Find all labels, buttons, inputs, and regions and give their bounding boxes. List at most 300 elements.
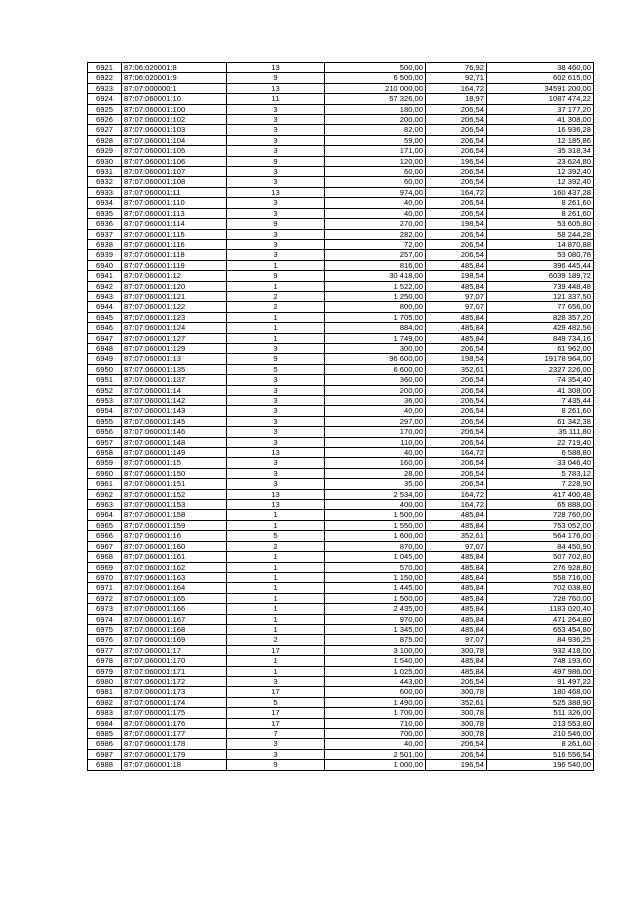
cadastral-number-cell: 87:07:060001:102: [122, 115, 227, 125]
table-row: [88, 312, 594, 322]
group-code-cell: 3: [227, 749, 325, 759]
row-number-cell: 6988: [88, 760, 122, 770]
area-cell: 1 500,00: [325, 593, 426, 603]
group-code-cell: 3: [227, 229, 325, 239]
rate-cell: 206,54: [426, 739, 487, 749]
cadastral-value-cell: 471 264,80: [487, 614, 594, 624]
row-number-cell: 6949: [88, 354, 122, 364]
table-row: [88, 604, 594, 614]
cadastral-value-cell: 653 454,80: [487, 624, 594, 634]
row-number-cell: 6983: [88, 708, 122, 718]
cadastral-value-cell: 828 357,20: [487, 312, 594, 322]
rate-cell: 206,54: [426, 676, 487, 686]
cadastral-value-cell: 429 482,56: [487, 323, 594, 333]
cadastral-number-cell: 87:07:060001:110: [122, 198, 227, 208]
group-code-cell: 17: [227, 708, 325, 718]
cadastral-number-cell: 87:07:060001:150: [122, 468, 227, 478]
group-code-cell: 17: [227, 687, 325, 697]
area-cell: 120,00: [325, 156, 426, 166]
cadastral-number-cell: 87:07:000000:1: [122, 83, 227, 93]
cadastral-number-cell: 87:07:060001:163: [122, 572, 227, 582]
cadastral-value-cell: 558 716,00: [487, 572, 594, 582]
row-number-cell: 6968: [88, 552, 122, 562]
rate-cell: 206,54: [426, 458, 487, 468]
row-number-cell: 6974: [88, 614, 122, 624]
cadastral-number-cell: 87:07:060001:148: [122, 437, 227, 447]
table-row: [88, 510, 594, 520]
area-cell: 257,00: [325, 250, 426, 260]
rate-cell: 97,07: [426, 291, 487, 301]
row-number-cell: 6954: [88, 406, 122, 416]
cadastral-number-cell: 87:07:060001:179: [122, 749, 227, 759]
area-cell: 200,00: [325, 385, 426, 395]
cadastral-value-table: [87, 62, 594, 771]
rate-cell: 352,61: [426, 531, 487, 541]
cadastral-number-cell: 87:07:060001:127: [122, 333, 227, 343]
group-code-cell: 3: [227, 167, 325, 177]
cadastral-number-cell: 87:07:060001:129: [122, 343, 227, 353]
table-row: [88, 479, 594, 489]
group-code-cell: 13: [227, 500, 325, 510]
table-row: [88, 135, 594, 145]
cadastral-value-cell: 74 354,40: [487, 375, 594, 385]
cadastral-number-cell: 87:07:060001:168: [122, 624, 227, 634]
cadastral-value-cell: 41 308,00: [487, 115, 594, 125]
group-code-cell: 1: [227, 510, 325, 520]
row-number-cell: 6942: [88, 281, 122, 291]
row-number-cell: 6932: [88, 177, 122, 187]
cadastral-value-cell: 1183 020,40: [487, 604, 594, 614]
row-number-cell: 6937: [88, 229, 122, 239]
area-cell: 700,00: [325, 729, 426, 739]
cadastral-value-cell: 38 460,00: [487, 63, 594, 73]
group-code-cell: 1: [227, 572, 325, 582]
cadastral-value-cell: 41 308,00: [487, 385, 594, 395]
area-cell: 710,00: [325, 718, 426, 728]
table-row: [88, 500, 594, 510]
group-code-cell: 3: [227, 125, 325, 135]
row-number-cell: 6979: [88, 666, 122, 676]
rate-cell: 206,54: [426, 437, 487, 447]
area-cell: 1 600,00: [325, 531, 426, 541]
rate-cell: 18,97: [426, 94, 487, 104]
group-code-cell: 3: [227, 343, 325, 353]
area-cell: 40,00: [325, 448, 426, 458]
group-code-cell: 3: [227, 146, 325, 156]
rate-cell: 92,71: [426, 73, 487, 83]
row-number-cell: 6940: [88, 260, 122, 270]
area-cell: 2 501,00: [325, 749, 426, 759]
cadastral-value-cell: 8 261,60: [487, 739, 594, 749]
group-code-cell: 3: [227, 427, 325, 437]
rate-cell: 485,84: [426, 312, 487, 322]
area-cell: 297,00: [325, 416, 426, 426]
group-code-cell: 5: [227, 364, 325, 374]
rate-cell: 300,78: [426, 708, 487, 718]
table-row: [88, 406, 594, 416]
group-code-cell: 1: [227, 583, 325, 593]
cadastral-value-cell: 2327 226,00: [487, 364, 594, 374]
group-code-cell: 17: [227, 718, 325, 728]
cadastral-number-cell: 87:07:060001:10: [122, 94, 227, 104]
area-cell: 1 045,00: [325, 552, 426, 562]
cadastral-value-cell: 396 445,44: [487, 260, 594, 270]
table-row: [88, 635, 594, 645]
cadastral-value-cell: 58 244,28: [487, 229, 594, 239]
rate-cell: 97,07: [426, 302, 487, 312]
group-code-cell: 1: [227, 624, 325, 634]
table-row: [88, 354, 594, 364]
cadastral-number-cell: 87:07:060001:120: [122, 281, 227, 291]
cadastral-number-cell: 87:07:060001:113: [122, 208, 227, 218]
group-code-cell: 1: [227, 520, 325, 530]
cadastral-number-cell: 87:07:060001:169: [122, 635, 227, 645]
cadastral-number-cell: 87:07:060001:173: [122, 687, 227, 697]
area-cell: 110,00: [325, 437, 426, 447]
cadastral-number-cell: 87:07:060001:18: [122, 760, 227, 770]
cadastral-number-cell: 87:07:060001:14: [122, 385, 227, 395]
rate-cell: 206,54: [426, 406, 487, 416]
table-row: [88, 437, 594, 447]
table-row: [88, 229, 594, 239]
area-cell: 6 500,00: [325, 73, 426, 83]
row-number-cell: 6944: [88, 302, 122, 312]
area-cell: 875,00: [325, 635, 426, 645]
table-row: [88, 427, 594, 437]
cadastral-value-cell: 22 719,40: [487, 437, 594, 447]
cadastral-value-cell: 5 783,12: [487, 468, 594, 478]
cadastral-value-cell: 753 052,00: [487, 520, 594, 530]
rate-cell: 206,54: [426, 749, 487, 759]
table-row: [88, 645, 594, 655]
cadastral-number-cell: 87:07:060001:165: [122, 593, 227, 603]
table-row: [88, 63, 594, 73]
cadastral-number-cell: 87:07:060001:108: [122, 177, 227, 187]
cadastral-value-cell: 61 962,00: [487, 343, 594, 353]
row-number-cell: 6956: [88, 427, 122, 437]
cadastral-value-cell: 19178 964,00: [487, 354, 594, 364]
table-row: [88, 729, 594, 739]
cadastral-value-cell: 91 497,22: [487, 676, 594, 686]
table-row: [88, 73, 594, 83]
rate-cell: 198,54: [426, 219, 487, 229]
cadastral-number-cell: 87:07:060001:162: [122, 562, 227, 572]
cadastral-number-cell: 87:07:060001:160: [122, 541, 227, 551]
area-cell: 1 000,00: [325, 760, 426, 770]
table-row: [88, 416, 594, 426]
group-code-cell: 3: [227, 115, 325, 125]
cadastral-value-cell: 417 400,48: [487, 489, 594, 499]
rate-cell: 97,07: [426, 541, 487, 551]
cadastral-value-cell: 276 928,80: [487, 562, 594, 572]
cadastral-number-cell: 87:07:060001:167: [122, 614, 227, 624]
cadastral-value-cell: 511 326,00: [487, 708, 594, 718]
table-row: [88, 198, 594, 208]
table-row: [88, 364, 594, 374]
area-cell: 1 150,00: [325, 572, 426, 582]
area-cell: 1 250,00: [325, 291, 426, 301]
group-code-cell: 3: [227, 479, 325, 489]
cadastral-number-cell: 87:07:060001:170: [122, 656, 227, 666]
area-cell: 1 550,00: [325, 520, 426, 530]
cadastral-number-cell: 87:06:020001:8: [122, 63, 227, 73]
group-code-cell: 1: [227, 312, 325, 322]
rate-cell: 485,84: [426, 520, 487, 530]
area-cell: 500,00: [325, 63, 426, 73]
cadastral-number-cell: 87:07:060001:177: [122, 729, 227, 739]
cadastral-value-cell: 497 986,00: [487, 666, 594, 676]
rate-cell: 206,54: [426, 104, 487, 114]
row-number-cell: 6923: [88, 83, 122, 93]
table-row: [88, 583, 594, 593]
area-cell: 1 445,00: [325, 583, 426, 593]
area-cell: 884,00: [325, 323, 426, 333]
area-cell: 57 326,00: [325, 94, 426, 104]
rate-cell: 300,78: [426, 687, 487, 697]
rate-cell: 485,84: [426, 323, 487, 333]
cadastral-number-cell: 87:07:060001:166: [122, 604, 227, 614]
area-cell: 160,00: [325, 458, 426, 468]
table-row: [88, 749, 594, 759]
cadastral-number-cell: 87:07:060001:105: [122, 146, 227, 156]
cadastral-number-cell: 87:07:060001:17: [122, 645, 227, 655]
area-cell: 870,00: [325, 541, 426, 551]
cadastral-number-cell: 87:07:060001:106: [122, 156, 227, 166]
rate-cell: 300,78: [426, 729, 487, 739]
area-cell: 171,00: [325, 146, 426, 156]
row-number-cell: 6952: [88, 385, 122, 395]
group-code-cell: 3: [227, 458, 325, 468]
area-cell: 96 600,00: [325, 354, 426, 364]
table-row: [88, 260, 594, 270]
row-number-cell: 6927: [88, 125, 122, 135]
rate-cell: 485,84: [426, 510, 487, 520]
table-row: [88, 375, 594, 385]
group-code-cell: 3: [227, 250, 325, 260]
row-number-cell: 6972: [88, 593, 122, 603]
cadastral-number-cell: 87:07:060001:12: [122, 271, 227, 281]
cadastral-value-cell: 37 177,20: [487, 104, 594, 114]
area-cell: 1 025,00: [325, 666, 426, 676]
group-code-cell: 5: [227, 697, 325, 707]
table-row: [88, 94, 594, 104]
cadastral-value-cell: 525 388,90: [487, 697, 594, 707]
area-cell: 282,00: [325, 229, 426, 239]
group-code-cell: 13: [227, 63, 325, 73]
cadastral-number-cell: 87:07:060001:135: [122, 364, 227, 374]
cadastral-number-cell: 87:07:060001:176: [122, 718, 227, 728]
area-cell: 3 100,00: [325, 645, 426, 655]
group-code-cell: 1: [227, 333, 325, 343]
rate-cell: 206,54: [426, 135, 487, 145]
rate-cell: 485,84: [426, 333, 487, 343]
row-number-cell: 6958: [88, 448, 122, 458]
table-row: [88, 187, 594, 197]
cadastral-value-cell: 84 936,25: [487, 635, 594, 645]
cadastral-number-cell: 87:07:060001:151: [122, 479, 227, 489]
group-code-cell: 9: [227, 73, 325, 83]
area-cell: 443,00: [325, 676, 426, 686]
row-number-cell: 6975: [88, 624, 122, 634]
cadastral-number-cell: 87:07:060001:142: [122, 396, 227, 406]
cadastral-value-cell: 702 038,80: [487, 583, 594, 593]
area-cell: 82,00: [325, 125, 426, 135]
area-cell: 2 435,00: [325, 604, 426, 614]
rate-cell: 206,54: [426, 250, 487, 260]
table-row: [88, 458, 594, 468]
rate-cell: 485,84: [426, 572, 487, 582]
table-row: [88, 219, 594, 229]
row-number-cell: 6921: [88, 63, 122, 73]
table-row: [88, 125, 594, 135]
cadastral-value-cell: 35 111,80: [487, 427, 594, 437]
table-row: [88, 708, 594, 718]
table-row: [88, 697, 594, 707]
table-row: [88, 385, 594, 395]
group-code-cell: 13: [227, 448, 325, 458]
group-code-cell: 1: [227, 323, 325, 333]
group-code-cell: 9: [227, 760, 325, 770]
cadastral-value-cell: 728 760,00: [487, 593, 594, 603]
row-number-cell: 6971: [88, 583, 122, 593]
cadastral-value-cell: 748 193,60: [487, 656, 594, 666]
row-number-cell: 6977: [88, 645, 122, 655]
area-cell: 400,00: [325, 500, 426, 510]
table-row: [88, 687, 594, 697]
row-number-cell: 6951: [88, 375, 122, 385]
table-row: [88, 83, 594, 93]
row-number-cell: 6930: [88, 156, 122, 166]
rate-cell: 485,84: [426, 281, 487, 291]
cadastral-value-cell: 196 540,00: [487, 760, 594, 770]
cadastral-number-cell: 87:07:060001:114: [122, 219, 227, 229]
cadastral-number-cell: 87:07:060001:116: [122, 239, 227, 249]
cadastral-number-cell: 87:07:060001:11: [122, 187, 227, 197]
table-row: [88, 718, 594, 728]
area-cell: 40,00: [325, 198, 426, 208]
table-row: [88, 250, 594, 260]
group-code-cell: 3: [227, 468, 325, 478]
cadastral-value-cell: 16 936,28: [487, 125, 594, 135]
row-number-cell: 6978: [88, 656, 122, 666]
cadastral-number-cell: 87:07:060001:149: [122, 448, 227, 458]
area-cell: 800,00: [325, 302, 426, 312]
area-cell: 210 000,00: [325, 83, 426, 93]
group-code-cell: 1: [227, 260, 325, 270]
rate-cell: 300,78: [426, 718, 487, 728]
group-code-cell: 1: [227, 656, 325, 666]
area-cell: 35,00: [325, 479, 426, 489]
rate-cell: 485,84: [426, 562, 487, 572]
cadastral-number-cell: 87:07:060001:146: [122, 427, 227, 437]
table-row: [88, 291, 594, 301]
cadastral-value-cell: 7 435,44: [487, 396, 594, 406]
table-row: [88, 676, 594, 686]
cadastral-number-cell: 87:07:060001:145: [122, 416, 227, 426]
table-row: [88, 562, 594, 572]
table-row: [88, 489, 594, 499]
cadastral-value-cell: 65 888,00: [487, 500, 594, 510]
table-row: [88, 614, 594, 624]
group-code-cell: 9: [227, 354, 325, 364]
cadastral-number-cell: 87:07:060001:115: [122, 229, 227, 239]
rate-cell: 206,54: [426, 239, 487, 249]
rate-cell: 300,78: [426, 645, 487, 655]
row-number-cell: 6980: [88, 676, 122, 686]
cadastral-number-cell: 87:07:060001:13: [122, 354, 227, 364]
table-row: [88, 396, 594, 406]
group-code-cell: 3: [227, 437, 325, 447]
area-cell: 170,00: [325, 427, 426, 437]
table-row: [88, 448, 594, 458]
rate-cell: 485,84: [426, 260, 487, 270]
table-row: [88, 333, 594, 343]
row-number-cell: 6929: [88, 146, 122, 156]
row-number-cell: 6922: [88, 73, 122, 83]
rate-cell: 485,84: [426, 666, 487, 676]
table-row: [88, 167, 594, 177]
cadastral-value-cell: 1087 474,22: [487, 94, 594, 104]
rate-cell: 206,54: [426, 229, 487, 239]
area-cell: 60,00: [325, 177, 426, 187]
table-row: [88, 239, 594, 249]
area-cell: 270,00: [325, 219, 426, 229]
rate-cell: 206,54: [426, 385, 487, 395]
cadastral-value-cell: 53 080,78: [487, 250, 594, 260]
group-code-cell: 1: [227, 614, 325, 624]
row-number-cell: 6986: [88, 739, 122, 749]
table-body: [88, 63, 594, 771]
rate-cell: 206,54: [426, 468, 487, 478]
group-code-cell: 13: [227, 489, 325, 499]
cadastral-value-cell: 12 392,40: [487, 177, 594, 187]
group-code-cell: 3: [227, 239, 325, 249]
area-cell: 200,00: [325, 115, 426, 125]
cadastral-number-cell: 87:07:060001:172: [122, 676, 227, 686]
rate-cell: 206,54: [426, 343, 487, 353]
table-row: [88, 572, 594, 582]
area-cell: 300,00: [325, 343, 426, 353]
rate-cell: 352,61: [426, 697, 487, 707]
rate-cell: 164,72: [426, 83, 487, 93]
rate-cell: 485,84: [426, 624, 487, 634]
group-code-cell: 3: [227, 104, 325, 114]
table-row: [88, 593, 594, 603]
group-code-cell: 2: [227, 635, 325, 645]
cadastral-number-cell: 87:07:060001:158: [122, 510, 227, 520]
row-number-cell: 6966: [88, 531, 122, 541]
table-row: [88, 177, 594, 187]
group-code-cell: 3: [227, 198, 325, 208]
rate-cell: 164,72: [426, 489, 487, 499]
rate-cell: 206,54: [426, 416, 487, 426]
table-row: [88, 156, 594, 166]
group-code-cell: 5: [227, 531, 325, 541]
group-code-cell: 7: [227, 729, 325, 739]
area-cell: 360,00: [325, 375, 426, 385]
area-cell: 36,00: [325, 396, 426, 406]
table-row: [88, 323, 594, 333]
cadastral-number-cell: 87:07:060001:123: [122, 312, 227, 322]
group-code-cell: 2: [227, 302, 325, 312]
cadastral-value-cell: 210 546,00: [487, 729, 594, 739]
rate-cell: 206,54: [426, 208, 487, 218]
row-number-cell: 6965: [88, 520, 122, 530]
table-row: [88, 541, 594, 551]
area-cell: 180,00: [325, 104, 426, 114]
table-row: [88, 739, 594, 749]
group-code-cell: 3: [227, 385, 325, 395]
